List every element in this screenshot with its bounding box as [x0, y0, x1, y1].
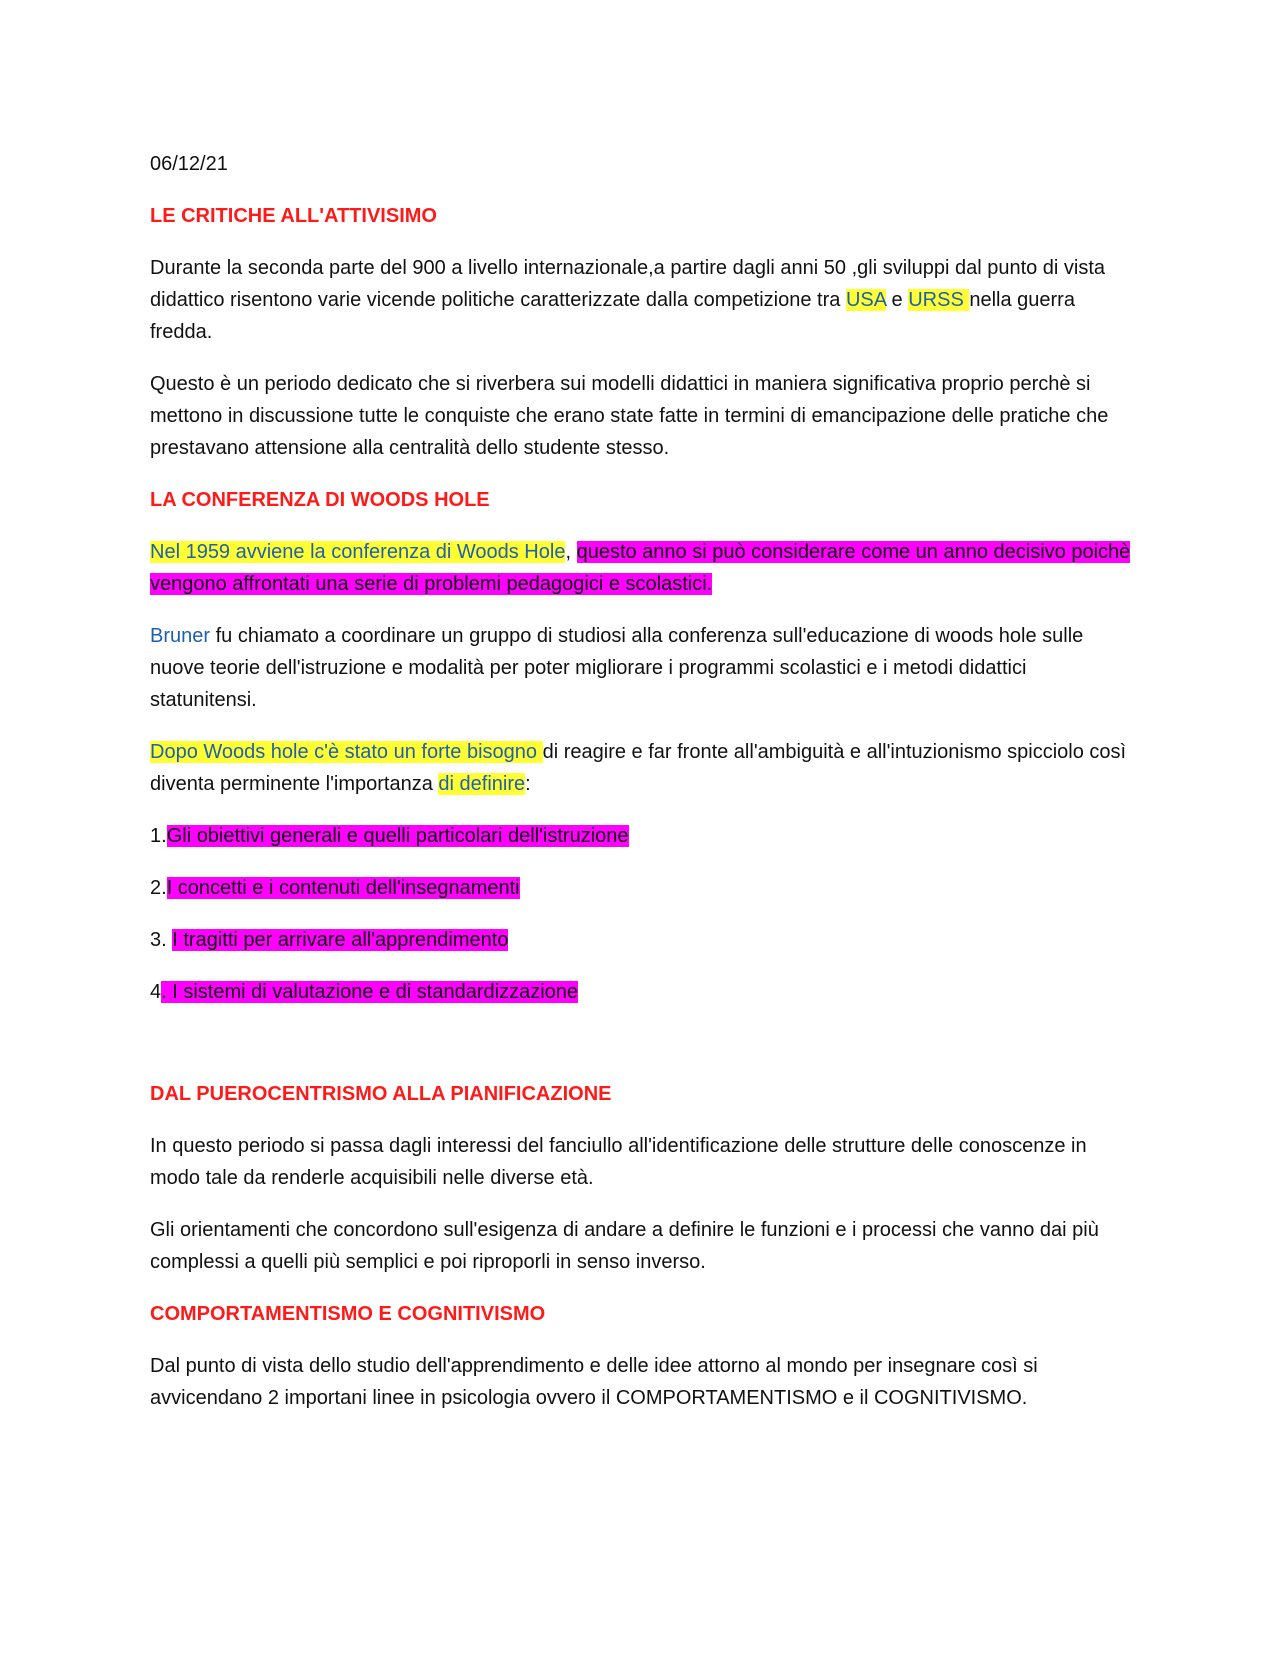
- paragraph-critiche-2: Questo è un periodo dedicato che si riverbera sui modelli didattici in maniera significativa proprio perchè si mettono in discussione tutte le conquiste che erano state fatte in termini di emancipazione delle pratiche che prestavano attensione alla centralità dello studente stesso.: [150, 373, 1109, 459]
- highlight-usa: USA: [845, 289, 886, 311]
- list-number: 2.: [150, 877, 167, 899]
- paragraph-pueri-2: Gli orientamenti che concordono sull'esigenza di andare a definire le funzioni e i processi che vanno dai più complessi a quelli più semplici e poi riproporli in senso inverso.: [150, 1219, 1099, 1273]
- paragraph-woods-2: [150, 620, 1135, 716]
- highlight-anno-decisivo: questo anno si può considerare come un anno decisivo poichè vengono affrontati una serie di problemi pedagogici e scolastici.: [150, 541, 1131, 595]
- highlight-urss: URSS: [908, 289, 970, 311]
- paragraph-critiche-1: [150, 252, 1135, 348]
- list-item: [150, 976, 1135, 1008]
- text-span: e: [885, 289, 909, 311]
- paragraph-woods-3: [150, 736, 1135, 800]
- list-text: I tragitti per arrivare all'apprendimento: [172, 929, 509, 951]
- paragraph-woods-1: [150, 536, 1135, 600]
- spacer: [150, 1028, 1135, 1078]
- text-span: di reagire e far fronte all'ambiguità e all'intuzionismo spicciolo così diventa perminente l'importanza: [150, 741, 1127, 795]
- document-date: 06/12/21: [150, 153, 228, 175]
- document-body: [150, 148, 1135, 1434]
- list-item: [150, 820, 1135, 852]
- bruner-name: Bruner: [150, 625, 211, 647]
- paragraph-comport-1: Dal punto di vista dello studio dell'apprendimento e delle idee attorno al mondo per insegnare così si avvicendano 2 importani linee in psicologia ovvero il COMPORTAMENTISMO e il COGNITIVISMO.: [150, 1355, 1038, 1409]
- text-span: ,: [565, 541, 577, 563]
- list-number: 4: [150, 981, 162, 1003]
- heading-critiche: LE CRITICHE ALL'ATTIVISIMO: [150, 205, 437, 227]
- list-text: . I sistemi di valutazione e di standardizzazione: [161, 981, 579, 1003]
- highlight-bisogno: Dopo Woods hole c'è stato un forte bisogno: [150, 741, 543, 763]
- paragraph-pueri-1: In questo periodo si passa dagli interessi del fanciullo all'identificazione delle strutture delle conoscenze in modo tale da renderle acquisibili nelle diverse età.: [150, 1135, 1087, 1189]
- text-span: :: [525, 773, 531, 795]
- list-number: 1.: [150, 825, 167, 847]
- text-span: nella guerra fredda.: [150, 289, 1075, 343]
- list-number: 3.: [150, 929, 173, 951]
- highlight-definire: di definire: [438, 773, 526, 795]
- text-span: fu chiamato a coordinare un gruppo di studiosi alla conferenza sull'educazione di woods hole sulle nuove teorie dell'istruzione e modalità per poter migliorare i programmi scolastici e i metodi didattici statunitensi.: [150, 625, 1084, 711]
- heading-comportamentismo: COMPORTAMENTISMO E COGNITIVISMO: [150, 1303, 546, 1325]
- list-item: [150, 924, 1135, 956]
- heading-woods-hole: LA CONFERENZA DI WOODS HOLE: [150, 489, 490, 511]
- list-text: Gli obiettivi generali e quelli particolari dell'istruzione: [166, 825, 629, 847]
- list-item: [150, 872, 1135, 904]
- highlight-conferenza: Nel 1959 avviene la conferenza di Woods Hole: [150, 541, 566, 563]
- list-text: I concetti e i contenuti dell'insegnamenti: [166, 877, 520, 899]
- text-span: Durante la seconda parte del 900 a livello internazionale,a partire dagli anni 50 ,gli sviluppi dal punto di vista didattico risentono varie vicende politiche caratterizzate dalla competizione tra: [150, 257, 1106, 311]
- heading-puerocentrismo: DAL PUEROCENTRISMO ALLA PIANIFICAZIONE: [150, 1083, 612, 1105]
